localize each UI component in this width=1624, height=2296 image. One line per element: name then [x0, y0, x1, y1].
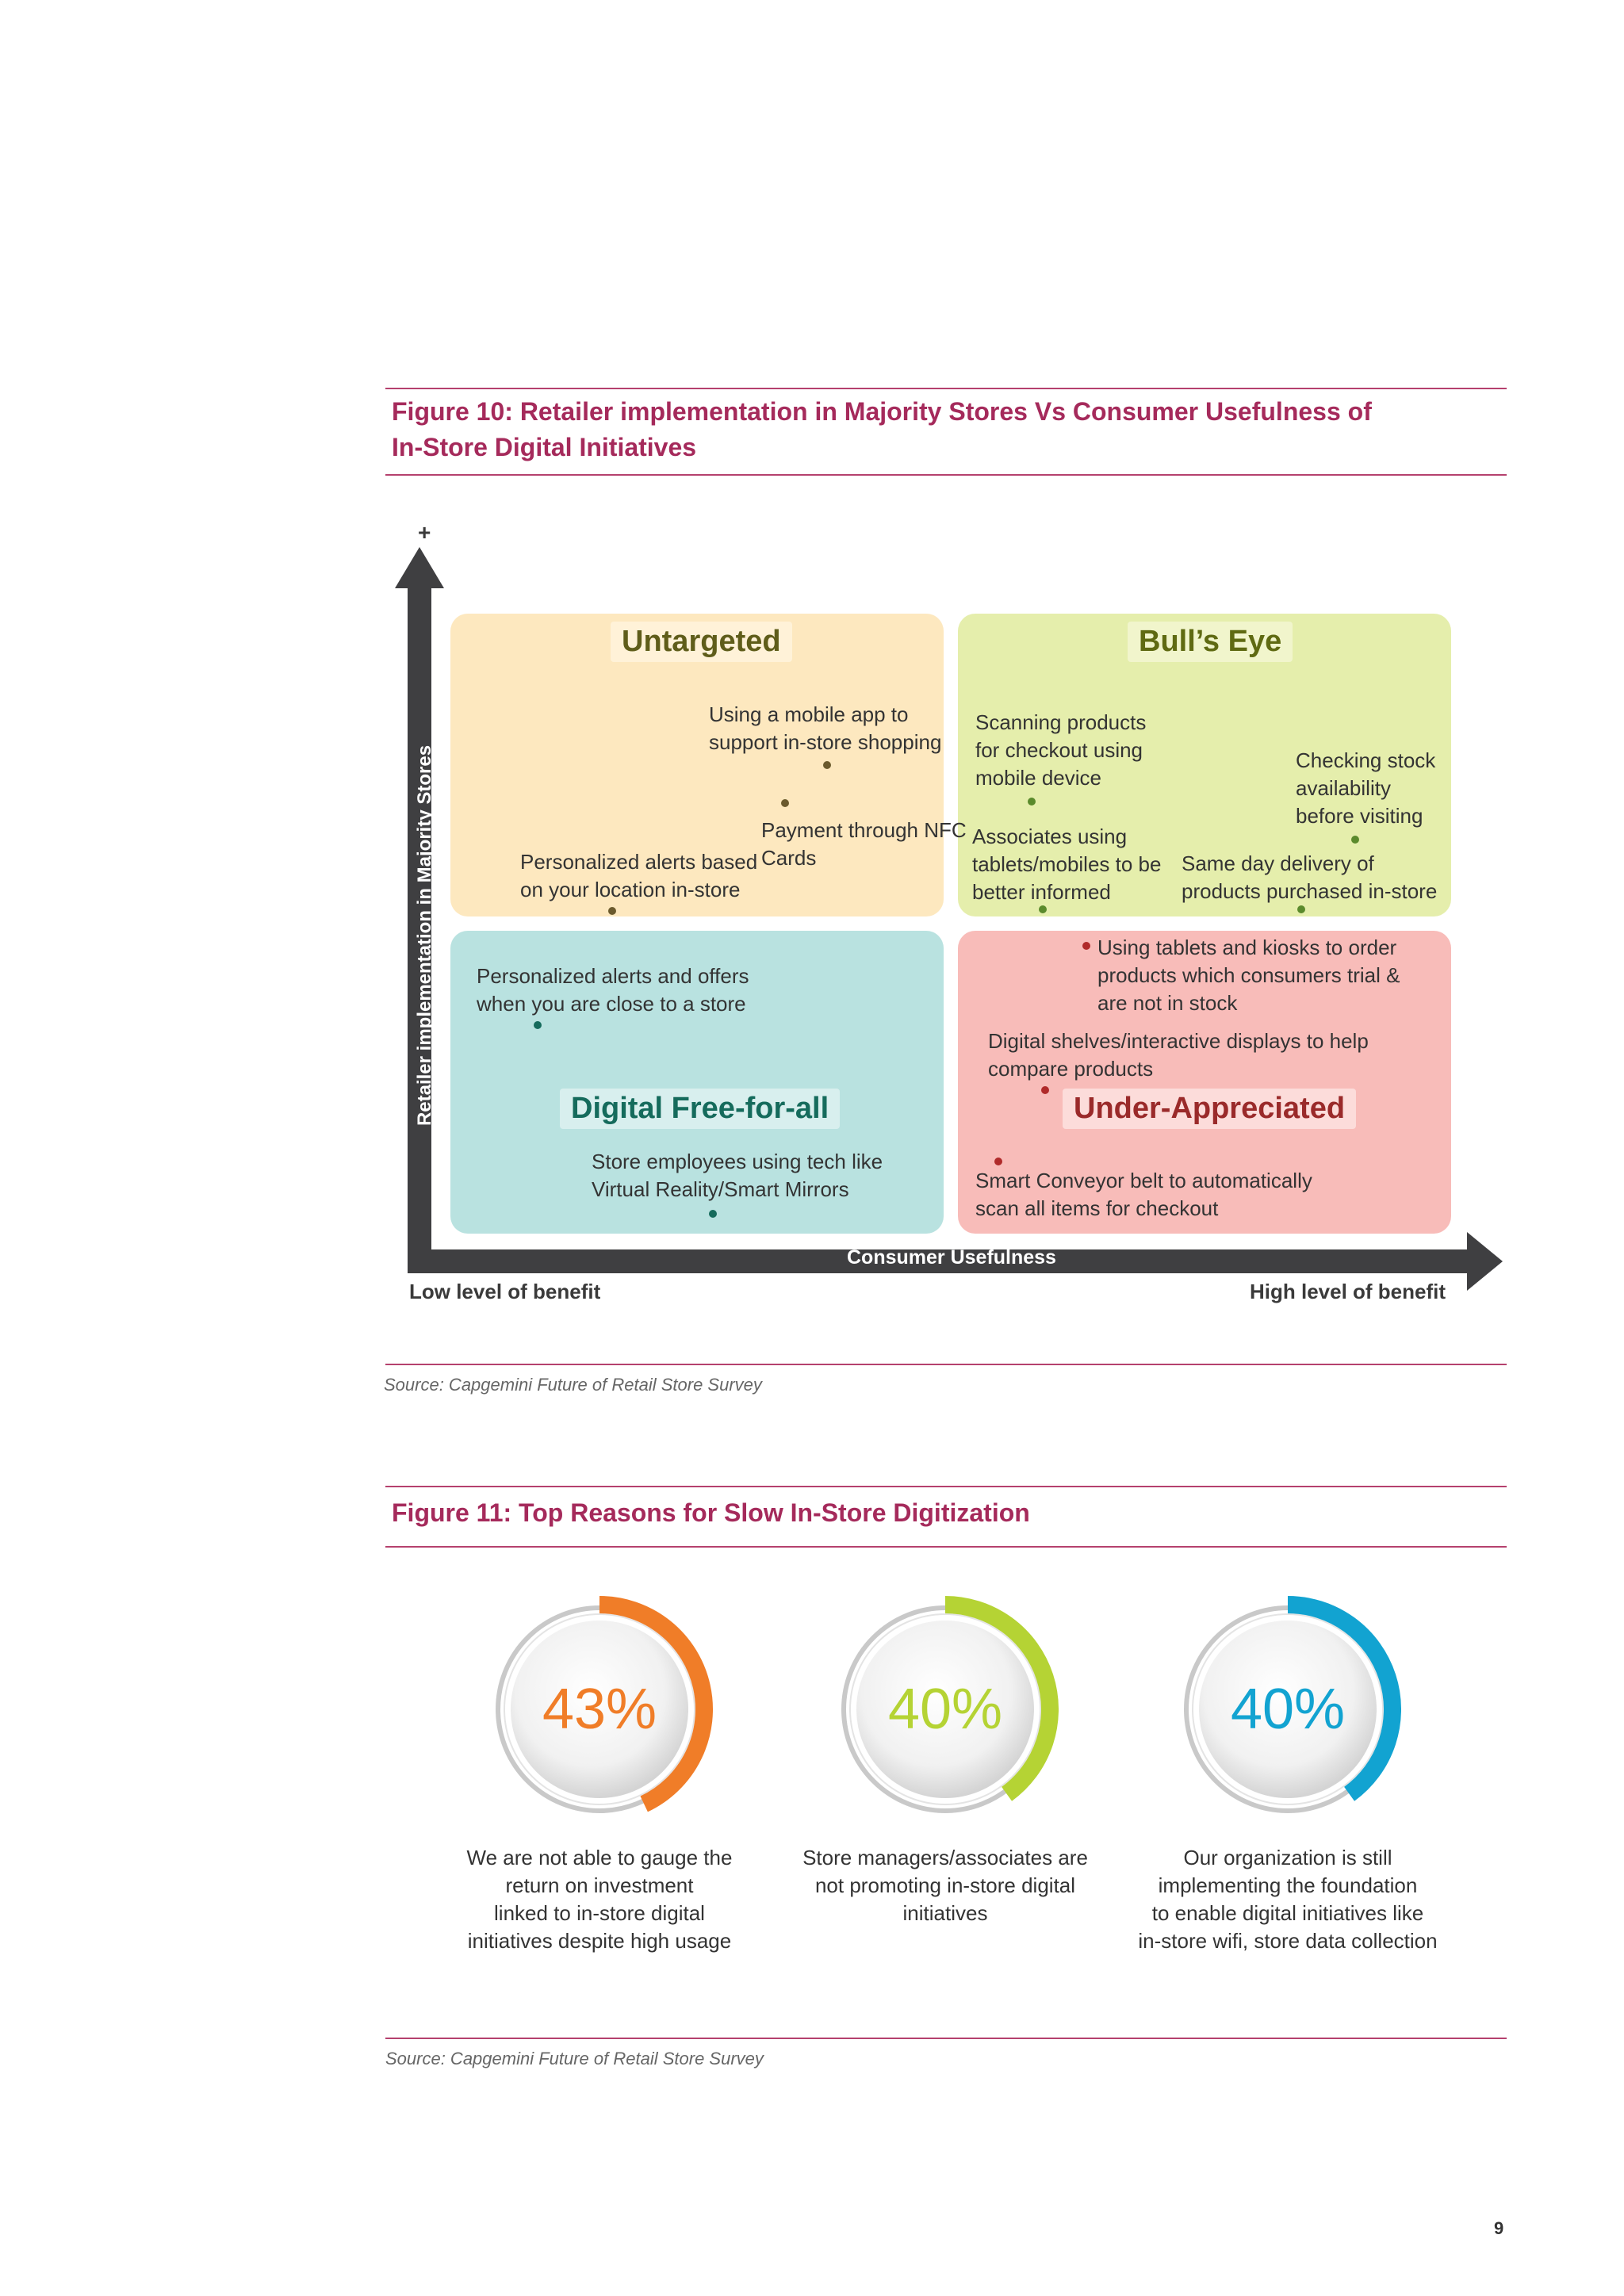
list-item: Payment through NFC Cards — [761, 818, 967, 870]
list-item: Scanning products for checkout using mobile device — [975, 710, 1147, 790]
item-dot — [1028, 798, 1036, 806]
list-item: Digital shelves/interactive displays to help compare products — [988, 1029, 1369, 1081]
item-dot — [823, 761, 831, 769]
x-axis-low-label: Low level of benefit — [409, 1280, 601, 1303]
figure11-top-rule — [385, 1486, 1507, 1487]
figure10-title — [392, 394, 1372, 465]
list-item: Same day delivery of products purchased in-store — [1182, 851, 1438, 903]
figure10-title-bottom-rule — [385, 474, 1507, 476]
y-axis-plus: + — [418, 520, 431, 545]
list-item: Smart Conveyor belt to automatically scan all items for checkout — [975, 1169, 1312, 1220]
list-item: Personalized alerts and offers when you are close to a store — [477, 964, 749, 1016]
list-item: Store employees using tech like Virtual Reality/Smart Mirrors — [592, 1150, 883, 1201]
stat-value-1: 43% — [542, 1678, 657, 1741]
item-dot — [608, 907, 616, 915]
item-dot — [1039, 905, 1047, 913]
y-axis-label: Retailer implementation in Majority Stores — [414, 744, 435, 1127]
item-dot — [534, 1021, 542, 1029]
figure10-title-line1: Figure 10: Retailer implementation in Majority Stores Vs Consumer Usefulness of — [392, 397, 1372, 426]
bulls-eye-title: Bull’s Eye — [1128, 622, 1293, 662]
stat-description-1: We are not able to gauge the return on investment linked to in-store digital initiatives despite high usage — [466, 1846, 733, 1953]
list-item: Using a mobile app to support in-store shopping — [709, 702, 942, 754]
figure11-title: Figure 11: Top Reasons for Slow In-Store Digitization — [392, 1498, 1030, 1527]
figure11-bottom-rule — [385, 2038, 1507, 2039]
digital-free-for-all-title: Digital Free-for-all — [560, 1089, 840, 1129]
stat-description-2: Store managers/associates are not promoting in-store digital initiatives — [802, 1846, 1088, 1925]
figure10-source: Source: Capgemini Future of Retail Store Survey — [384, 1375, 762, 1395]
under-appreciated-title: Under-Appreciated — [1063, 1089, 1356, 1129]
item-dot — [1297, 905, 1305, 913]
figure11-source: Source: Capgemini Future of Retail Store Survey — [385, 2049, 764, 2068]
item-dot — [709, 1210, 717, 1218]
list-item: Associates using tablets/mobiles to be better informed — [972, 825, 1162, 904]
figure11-title-bottom-rule — [385, 1546, 1507, 1548]
stat-description-3: Our organization is still implementing the foundation to enable digital initiatives like in-store wifi, store data collection — [1138, 1846, 1438, 1953]
stat-value-3: 40% — [1230, 1678, 1346, 1741]
figure10-top-rule — [385, 388, 1507, 389]
figure10-title-line2: In-Store Digital Initiatives — [392, 433, 697, 461]
item-dot — [994, 1158, 1002, 1165]
item-dot — [781, 799, 789, 807]
list-item: Checking stock availability before visiting — [1296, 748, 1436, 828]
stat-value-2: 40% — [887, 1678, 1003, 1741]
figure10-bottom-rule — [385, 1364, 1507, 1365]
item-dot — [1351, 836, 1359, 844]
item-dot — [1082, 942, 1090, 950]
untargeted-title: Untargeted — [611, 622, 792, 662]
x-axis-high-label: High level of benefit — [1250, 1280, 1446, 1303]
item-dot — [1041, 1086, 1049, 1094]
list-item: Using tablets and kiosks to order products which consumers trial & are not in stock — [1097, 936, 1400, 1015]
x-axis-label: Consumer Usefulness — [847, 1246, 1056, 1269]
list-item: Personalized alerts based on your location in-store — [520, 850, 758, 901]
page-number: 9 — [1494, 2218, 1504, 2238]
